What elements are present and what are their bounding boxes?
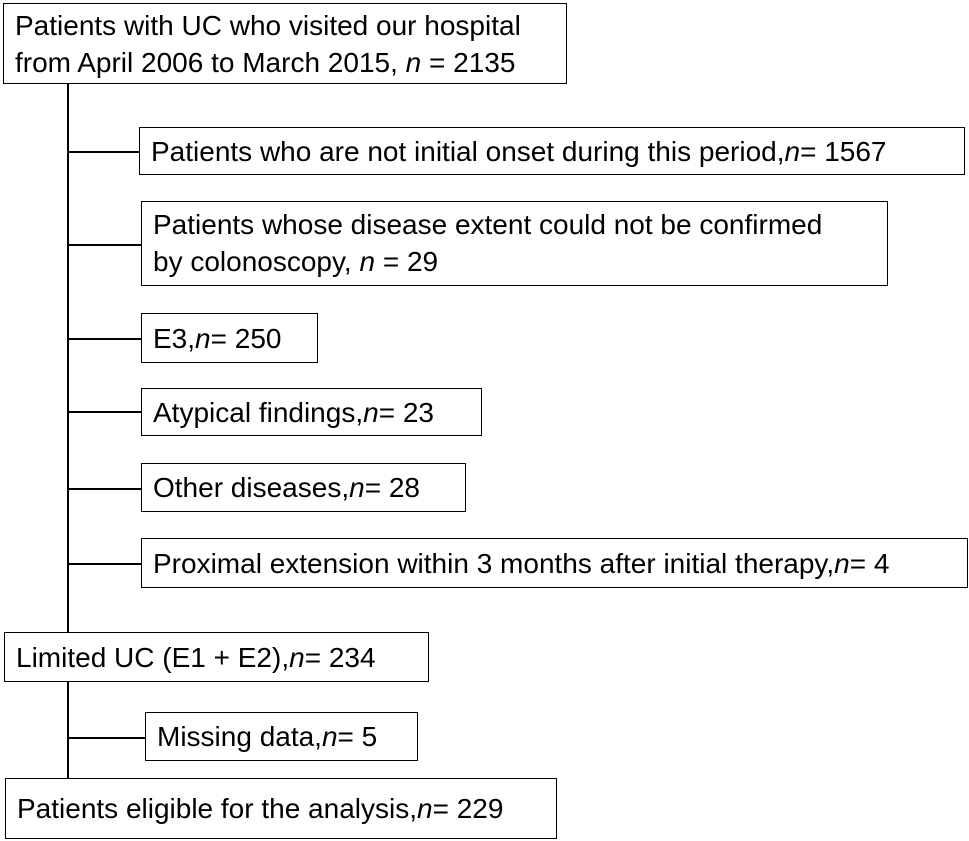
- excl-missing-box: Missing data, n = 5: [145, 712, 418, 761]
- main-connector-2: [67, 681, 69, 778]
- excl-extent-line2: by colonoscopy, n = 29: [153, 246, 439, 277]
- excl-proximal-box: Proximal extension within 3 months after initial therapy, n = 4: [141, 538, 968, 588]
- branch-extent: [67, 244, 141, 246]
- excl-extent-line1: Patients whose disease extent could not be confirmed: [153, 209, 823, 240]
- excl-not-initial-box: Patients who are not initial onset during this period, n = 1567: [139, 127, 965, 175]
- excl-e3-box: E3, n = 250: [141, 313, 318, 363]
- limited-uc-box: Limited UC (E1 + E2), n = 234: [4, 632, 429, 682]
- final-box: Patients eligible for the analysis, n = 229: [5, 778, 557, 839]
- branch-proximal: [67, 563, 141, 565]
- main-connector-1: [67, 83, 69, 633]
- excl-atypical-box: Atypical findings, n = 23: [141, 388, 482, 436]
- start-box: [3, 3, 567, 84]
- start-line2: from April 2006 to March 2015, n = 2135: [15, 47, 516, 78]
- branch-missing: [67, 737, 145, 739]
- branch-e3: [67, 338, 141, 340]
- excl-other-box: Other diseases, n = 28: [141, 463, 466, 512]
- branch-other: [67, 488, 141, 490]
- start-line1: Patients with UC who visited our hospital: [15, 10, 521, 41]
- excl-extent-box: [141, 201, 888, 286]
- branch-not-initial: [67, 151, 139, 153]
- branch-atypical: [67, 411, 141, 413]
